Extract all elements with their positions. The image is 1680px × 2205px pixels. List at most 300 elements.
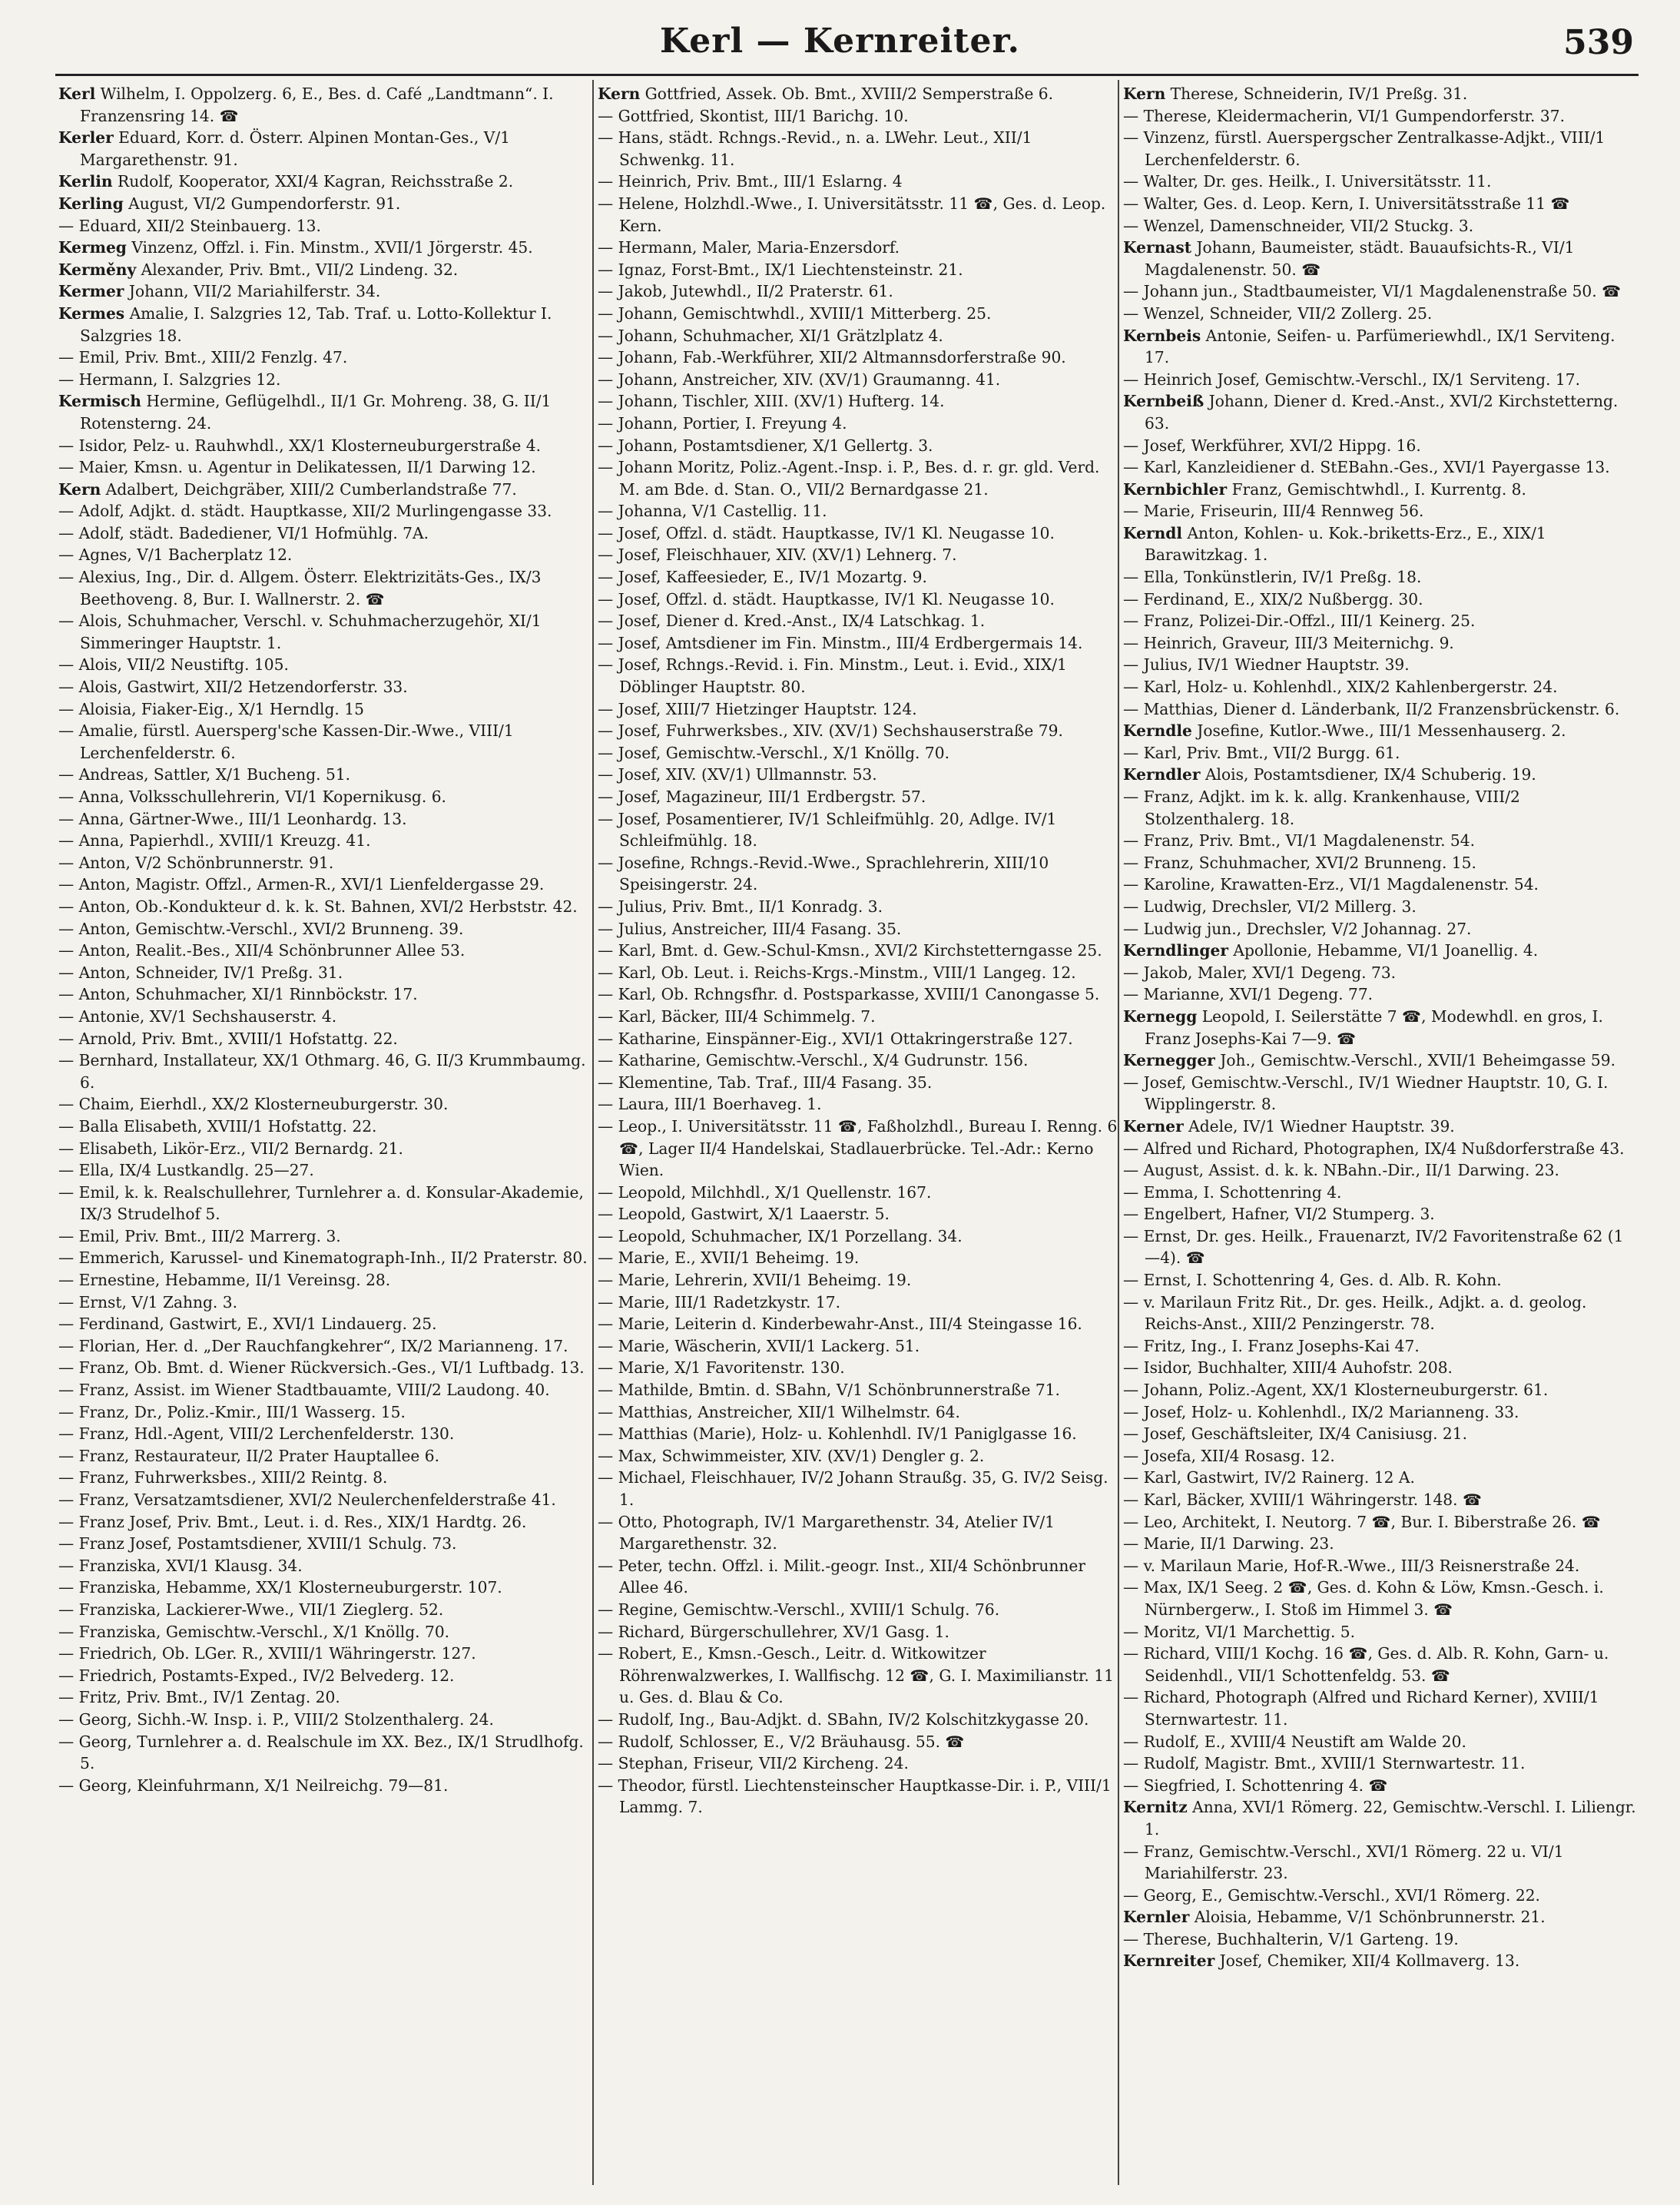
directory-entry bbox=[598, 764, 1120, 786]
entry-text: — Emmerich, Karussel- und Kinematograph-Inh., II/2 Praterstr. 80. bbox=[58, 1248, 588, 1268]
entry-surname: Kernreiter bbox=[1123, 1951, 1215, 1971]
entry-text: Leopold, I. Seilerstätte 7 ☎, Modewhdl. en gros, I. Franz Josephs-Kai 7—9. ☎ bbox=[1145, 1006, 1603, 1048]
entry-text: Adele, IV/1 Wiedner Hauptstr. 39. bbox=[1183, 1116, 1455, 1136]
entry-text: — Johanna, V/1 Castellig. 11. bbox=[598, 502, 827, 521]
entry-text: — Hermann, I. Salzgries 12. bbox=[58, 370, 281, 389]
directory-entry bbox=[1123, 720, 1638, 742]
entry-text: — Helene, Holzhdl.-Wwe., I. Universitätsstr. 11 ☎, Ges. d. Leop. Kern. bbox=[598, 194, 1106, 235]
directory-entry bbox=[598, 654, 1120, 698]
entry-text: — Anton, Realit.-Bes., XII/4 Schönbrunner Allee 53. bbox=[58, 941, 466, 960]
entry-surname: Kernbichler bbox=[1123, 479, 1228, 499]
directory-entry bbox=[58, 435, 588, 457]
entry-text: — Josef, Rchngs.-Revid. i. Fin. Minstm., Leut. i. Evid., XIX/1 Döblinger Hauptstr. 80. bbox=[598, 655, 1067, 697]
directory-entry bbox=[598, 500, 1120, 522]
directory-entry bbox=[58, 676, 588, 698]
entry-text: — Josef, Geschäftsleiter, IX/4 Canisiusg. 21. bbox=[1123, 1424, 1468, 1444]
entry-text: — Vinzenz, fürstl. Auerspergscher Zentralkasse-Adjkt., VIII/1 Lerchenfelderstr. 6. bbox=[1123, 128, 1605, 169]
entry-text: — Isidor, Pelz- u. Rauhwhdl., XX/1 Klosterneuburgerstraße 4. bbox=[58, 436, 542, 455]
entry-text: Amalie, I. Salzgries 12, Tab. Traf. u. Lotto-Kollektur I. Salzgries 18. bbox=[80, 303, 552, 345]
entry-text: — Marie, Wäscherin, XVII/1 Lackerg. 51. bbox=[598, 1336, 920, 1355]
entry-text: Johann, VII/2 Mariahilferstr. 34. bbox=[124, 282, 381, 301]
directory-entry bbox=[1123, 610, 1638, 632]
entry-text: — Ernst, I. Schottenring 4, Ges. d. Alb. R. Kohn. bbox=[1123, 1271, 1502, 1290]
directory-entry bbox=[1123, 742, 1638, 764]
entry-text: — Wenzel, Schneider, VII/2 Zollerg. 25. bbox=[1123, 303, 1433, 323]
directory-entry bbox=[598, 1116, 1120, 1182]
entry-surname: Kerndler bbox=[1123, 765, 1201, 784]
entry-text: — Jakob, Maler, XVI/1 Degeng. 73. bbox=[1123, 963, 1397, 982]
entry-text: — Franz, Schuhmacher, XVI/2 Brunneng. 15. bbox=[1123, 853, 1476, 872]
entry-text: — Josef, Offzl. d. städt. Hauptkasse, IV/1 Kl. Neugasse 10. bbox=[598, 589, 1055, 608]
entry-text: — Anton, Schuhmacher, XI/1 Rinnböckstr. 17. bbox=[58, 985, 418, 1004]
directory-entry bbox=[1123, 1643, 1638, 1686]
entry-text: — Anna, Papierhdl., XVIII/1 Kreuzg. 41. bbox=[58, 831, 371, 850]
directory-entry bbox=[598, 1269, 1120, 1292]
directory-entry bbox=[1123, 676, 1638, 698]
entry-text: Josefine, Kutlor.-Wwe., III/1 Messenhauserg. 2. bbox=[1191, 721, 1566, 741]
directory-entry bbox=[58, 1028, 588, 1050]
entry-text: — Adolf, Adjkt. d. städt. Hauptkasse, XII/2 Murlingengasse 33. bbox=[58, 502, 552, 521]
entry-text: Gottfried, Assek. Ob. Bmt., XVIII/2 Semperstraße 6. bbox=[640, 85, 1054, 103]
directory-entry bbox=[598, 1049, 1120, 1072]
entry-surname: Kerměny bbox=[58, 260, 137, 279]
entry-text: — Arnold, Priv. Bmt., XVIII/1 Hofstattg. 22. bbox=[58, 1029, 398, 1048]
entry-text: — Franz, Fuhrwerksbes., XIII/2 Reintg. 8. bbox=[58, 1468, 388, 1487]
directory-entry bbox=[598, 456, 1120, 500]
entry-text: — Ludwig, Drechsler, VI/2 Millerg. 3. bbox=[1123, 897, 1417, 916]
entry-text: — Georg, E., Gemischtw.-Verschl., XVI/1 Römerg. 22. bbox=[1123, 1885, 1540, 1905]
entry-text: Rudolf, Kooperator, XXI/4 Kagran, Reichsstraße 2. bbox=[112, 172, 514, 191]
directory-entry bbox=[598, 1313, 1120, 1335]
directory-entry bbox=[598, 610, 1120, 632]
directory-entry bbox=[58, 390, 588, 434]
entry-text: — August, Assist. d. k. k. NBahn.-Dir., II/1 Darwing. 23. bbox=[1123, 1161, 1559, 1180]
entry-text: — Franziska, Hebamme, XX/1 Klosterneuburgerstr. 107. bbox=[58, 1578, 502, 1597]
entry-text: — Josef, Diener d. Kred.-Anst., IX/4 Latschkag. 1. bbox=[598, 612, 986, 631]
entry-text: — Karl, Priv. Bmt., VII/2 Burgg. 61. bbox=[1123, 743, 1400, 762]
entry-text: — Johann, Portier, I. Freyung 4. bbox=[598, 413, 847, 433]
entry-text: — Ernestine, Hebamme, II/1 Vereinsg. 28. bbox=[58, 1271, 391, 1290]
entry-text: — Karl, Bäcker, III/4 Schimmelg. 7. bbox=[598, 1006, 876, 1026]
entry-text: — Ella, Tonkünstlerin, IV/1 Preßg. 18. bbox=[1123, 568, 1422, 587]
entry-text: — Alois, VII/2 Neustiftg. 105. bbox=[58, 655, 289, 675]
entry-text: — Leopold, Schuhmacher, IX/1 Porzellang. 34. bbox=[598, 1226, 963, 1245]
entry-text: — Moritz, VI/1 Marchettig. 5. bbox=[1123, 1622, 1356, 1641]
directory-entry bbox=[598, 1357, 1120, 1379]
directory-entry bbox=[1123, 1467, 1638, 1489]
directory-entry bbox=[1123, 1423, 1638, 1445]
page-title: Kerl — Kernreiter. bbox=[660, 22, 1020, 61]
directory-entry bbox=[58, 1357, 588, 1379]
directory-entry bbox=[1123, 435, 1638, 457]
directory-entry bbox=[58, 456, 588, 479]
entry-text: — Franziska, XVI/1 Klausg. 34. bbox=[58, 1556, 303, 1575]
directory-entry bbox=[1123, 632, 1638, 655]
entry-text: — Stephan, Friseur, VII/2 Kircheng. 24. bbox=[598, 1754, 909, 1773]
directory-entry bbox=[598, 259, 1120, 281]
entry-text: — Ferdinand, Gastwirt, E., XVI/1 Lindauerg. 25. bbox=[58, 1315, 437, 1334]
entry-text: — Leopold, Milchhdl., X/1 Quellenstr. 167. bbox=[598, 1182, 932, 1202]
directory-entry bbox=[58, 1643, 588, 1665]
directory-entry bbox=[58, 786, 588, 808]
entry-text: — Franz, Priv. Bmt., VI/1 Magdalenenstr. 54. bbox=[1123, 831, 1476, 850]
directory-entry bbox=[598, 1731, 1120, 1753]
entry-text: Alois, Postamtsdiener, IX/4 Schuberig. 19. bbox=[1200, 765, 1536, 784]
entry-text: Alexander, Priv. Bmt., VII/2 Lindeng. 32. bbox=[136, 260, 459, 279]
directory-entry bbox=[58, 544, 588, 566]
entry-text: — Ferdinand, E., XIX/2 Nußbergg. 30. bbox=[1123, 589, 1423, 608]
entry-text: — Ignaz, Forst-Bmt., IX/1 Liechtensteinstr. 21. bbox=[598, 260, 963, 279]
entry-text: — Alois, Schuhmacher, Verschl. v. Schuhmacherzugehör, XI/1 Simmeringer Hauptstr. 1. bbox=[58, 612, 542, 652]
directory-entry bbox=[58, 830, 588, 852]
entry-text: Eduard, Korr. d. Österr. Alpinen Montan-Ges., V/1 Margarethenstr. 91. bbox=[80, 128, 510, 169]
entry-text: — Marie, Lehrerin, XVII/1 Beheimg. 19. bbox=[598, 1271, 912, 1290]
entry-text: — Karoline, Krawatten-Erz., VI/1 Magdalenenstr. 54. bbox=[1123, 875, 1539, 894]
directory-entry bbox=[1123, 1555, 1638, 1577]
directory-entry bbox=[1123, 1906, 1638, 1928]
entry-surname: Kermeg bbox=[58, 238, 127, 257]
entry-text: Franz, Gemischtwhdl., I. Kurrentg. 8. bbox=[1227, 479, 1526, 499]
directory-entry bbox=[598, 369, 1120, 391]
directory-entry bbox=[1123, 566, 1638, 589]
entry-text: — Josefine, Rchngs.-Revid.-Wwe., Sprachlehrerin, XIII/10 Speisingerstr. 24. bbox=[598, 853, 1049, 894]
directory-entry bbox=[598, 896, 1120, 918]
entry-text: — Michael, Fleischhauer, IV/2 Johann Straußg. 35, G. IV/2 Seisg. 1. bbox=[598, 1468, 1108, 1509]
directory-entry bbox=[58, 1665, 588, 1687]
directory-entry bbox=[1123, 479, 1638, 501]
directory-entry bbox=[598, 346, 1120, 369]
directory-entry bbox=[598, 1028, 1120, 1050]
directory-entry bbox=[58, 808, 588, 831]
entry-text: — Agnes, V/1 Bacherplatz 12. bbox=[58, 545, 293, 565]
entry-surname: Kernler bbox=[1123, 1908, 1190, 1927]
entry-text: Josef, Chemiker, XII/4 Kollmaverg. 13. bbox=[1214, 1951, 1520, 1971]
directory-entry bbox=[1123, 1621, 1638, 1643]
entry-text: — Rudolf, Magistr. Bmt., XVIII/1 Sternwartestr. 11. bbox=[1123, 1754, 1526, 1773]
directory-entry bbox=[1123, 698, 1638, 721]
entry-text: — Friedrich, Postamts-Exped., IV/2 Belvederg. 12. bbox=[58, 1666, 455, 1685]
entry-text: — Georg, Sichh.-W. Insp. i. P., VIII/2 Stolzenthalerg. 24. bbox=[58, 1709, 494, 1729]
directory-entry bbox=[598, 83, 1120, 105]
directory-entry bbox=[598, 1467, 1120, 1510]
directory-entry bbox=[58, 1379, 588, 1401]
entry-text: — Josef, Fleischhauer, XIV. (XV/1) Lehnerg. 7. bbox=[598, 545, 957, 565]
entry-text: — Alfred und Richard, Photographen, IX/4 Nußdorferstraße 43. bbox=[1123, 1139, 1625, 1158]
entry-text: — Therese, Kleidermacherin, VI/1 Gumpendorferstr. 37. bbox=[1123, 106, 1565, 125]
directory-entry bbox=[58, 962, 588, 984]
entry-text: — v. Marilaun Marie, Hof-R.-Wwe., III/3 Reisnerstraße 24. bbox=[1123, 1556, 1580, 1575]
entry-surname: Kernbeiß bbox=[1123, 392, 1204, 411]
directory-entry bbox=[58, 874, 588, 896]
entry-text: — Josef, Gemischtw.-Verschl., IV/1 Wiedner Hauptstr. 10, G. I. Wipplingerstr. 8. bbox=[1123, 1073, 1609, 1114]
entry-text: Apollonie, Hebamme, VI/1 Joanellig. 4. bbox=[1228, 941, 1539, 960]
entry-text: — Leopold, Gastwirt, X/1 Laaerstr. 5. bbox=[598, 1205, 890, 1224]
entry-surname: Kernast bbox=[1123, 238, 1192, 257]
entry-text: — Marie, II/1 Darwing. 23. bbox=[1123, 1534, 1334, 1553]
directory-entry bbox=[1123, 1138, 1638, 1160]
entry-text: — Anna, Gärtner-Wwe., III/1 Leonhardg. 13. bbox=[58, 809, 407, 828]
directory-entry bbox=[58, 720, 588, 764]
directory-entry bbox=[58, 369, 588, 391]
entry-text: — Robert, E., Kmsn.-Gesch., Leitr. d. Witkowitzer Röhrenwalzwerkes, I. Wallfischg. 12 ☎, G. I. Maximilianstr. 11 u. Ges. d. Blau & Co. bbox=[598, 1644, 1114, 1707]
directory-entry bbox=[598, 1292, 1120, 1314]
entry-text: — Anton, Ob.-Kondukteur d. k. k. St. Bahnen, XVI/2 Herbststr. 42. bbox=[58, 897, 578, 916]
entry-text: — Josef, Kaffeesieder, E., IV/1 Mozartg. 9. bbox=[598, 568, 927, 587]
entry-text: — Johann, Poliz.-Agent, XX/1 Klosterneuburgerstr. 61. bbox=[1123, 1381, 1549, 1400]
column-1 bbox=[58, 83, 588, 2188]
entry-text: — Johann, Gemischtwhdl., XVIII/1 Mitterberg. 25. bbox=[598, 303, 992, 323]
entry-text: — Franziska, Gemischtw.-Verschl., X/1 Knöllg. 70. bbox=[58, 1622, 450, 1641]
entry-text: — Georg, Kleinfuhrmann, X/1 Neilreichg. 79—81. bbox=[58, 1776, 449, 1795]
entry-surname: Kermes bbox=[58, 303, 125, 323]
column-divider bbox=[592, 80, 594, 2185]
entry-text: — Josef, Holz- u. Kohlenhdl., IX/2 Marianneng. 33. bbox=[1123, 1402, 1519, 1421]
entry-text: — Balla Elisabeth, XVIII/1 Hofstattg. 22. bbox=[58, 1116, 377, 1136]
directory-entry bbox=[598, 1203, 1120, 1225]
directory-entry bbox=[1123, 940, 1638, 962]
directory-entry bbox=[58, 171, 588, 193]
directory-entry bbox=[58, 259, 588, 281]
entry-text: — Julius, Anstreicher, III/4 Fasang. 35. bbox=[598, 919, 902, 938]
entry-text: — Franz, Restaurateur, II/2 Prater Hauptallee 6. bbox=[58, 1446, 440, 1465]
directory-entry bbox=[598, 1379, 1120, 1401]
entry-text: — Alois, Gastwirt, XII/2 Hetzendorferstr. 33. bbox=[58, 678, 408, 697]
entry-text: — Marianne, XVI/1 Degeng. 77. bbox=[1123, 985, 1373, 1004]
entry-surname: Kernegg bbox=[1123, 1006, 1198, 1026]
directory-entry bbox=[58, 346, 588, 369]
entry-text: Hermine, Geflügelhdl., II/1 Gr. Mohreng. 38, G. II/1 Rotensterng. 24. bbox=[80, 392, 552, 433]
entry-text: — Adolf, städt. Badediener, VI/1 Hofmühlg. 7A. bbox=[58, 523, 429, 542]
directory-entry bbox=[58, 1335, 588, 1358]
directory-entry bbox=[58, 1445, 588, 1467]
entry-surname: Kerner bbox=[1123, 1116, 1184, 1136]
directory-entry bbox=[598, 522, 1120, 545]
entry-text: — Karl, Ob. Rchngsfhr. d. Postsparkasse, XVIII/1 Canongasse 5. bbox=[598, 985, 1100, 1004]
entry-surname: Kermisch bbox=[58, 392, 141, 411]
directory-entry bbox=[1123, 1686, 1638, 1730]
entry-text: — Klementine, Tab. Traf., III/4 Fasang. 35. bbox=[598, 1073, 933, 1092]
directory-entry bbox=[598, 983, 1120, 1006]
entry-text: — Anton, V/2 Schönbrunnerstr. 91. bbox=[58, 853, 334, 872]
directory-entry bbox=[1123, 1928, 1638, 1951]
entry-surname: Kerl bbox=[58, 85, 96, 103]
directory-entry bbox=[1123, 83, 1638, 105]
directory-entry bbox=[58, 764, 588, 786]
entry-text: — Julius, Priv. Bmt., II/1 Konradg. 3. bbox=[598, 897, 883, 916]
entry-text: — Mathilde, Bmtin. d. SBahn, V/1 Schönbrunnerstraße 71. bbox=[598, 1381, 1060, 1400]
directory-entry bbox=[1123, 215, 1638, 237]
directory-entry bbox=[598, 1599, 1120, 1621]
entry-text: — Anna, Volksschullehrerin, VI/1 Kopernikusg. 6. bbox=[58, 788, 446, 806]
directory-entry bbox=[1123, 369, 1638, 391]
entry-text: — Hermann, Maler, Maria-Enzersdorf. bbox=[598, 238, 900, 257]
entry-text: — Bernhard, Installateur, XX/1 Othmarg. 46, G. II/3 Krummbaumg. 6. bbox=[58, 1051, 586, 1092]
entry-surname: Kermer bbox=[58, 282, 124, 301]
directory-entry bbox=[1123, 1203, 1638, 1225]
entry-text: — Richard, VIII/1 Kochg. 16 ☎, Ges. d. Alb. R. Kohn, Garn- u. Seidenhdl., VII/1 Schottenfeldg. 53. ☎ bbox=[1123, 1644, 1609, 1685]
entry-text: — Franz, Assist. im Wiener Stadtbauamte, VIII/2 Laudong. 40. bbox=[58, 1381, 550, 1400]
entry-text: — Max, Schwimmeister, XIV. (XV/1) Dengler g. 2. bbox=[598, 1446, 985, 1465]
entry-text: — Gottfried, Skontist, III/1 Barichg. 10. bbox=[598, 106, 909, 125]
entry-text: — Theodor, fürstl. Liechtensteinscher Hauptkasse-Dir. i. P., VIII/1 Lammg. 7. bbox=[598, 1776, 1112, 1817]
entry-text: — Marie, X/1 Favoritenstr. 130. bbox=[598, 1358, 845, 1378]
entry-text: — Franz, Hdl.-Agent, VIII/2 Lerchenfelderstr. 130. bbox=[58, 1424, 455, 1444]
directory-entry bbox=[598, 742, 1120, 764]
directory-entry bbox=[1123, 1885, 1638, 1907]
entry-surname: Kerling bbox=[58, 194, 124, 213]
entry-text: — Franz Josef, Postamtsdiener, XVIII/1 Schulg. 73. bbox=[58, 1534, 457, 1553]
directory-entry bbox=[58, 918, 588, 940]
entry-text: August, VI/2 Gumpendorferstr. 91. bbox=[123, 194, 401, 213]
directory-entry bbox=[1123, 1401, 1638, 1424]
directory-entry bbox=[58, 1511, 588, 1534]
directory-entry bbox=[1123, 1950, 1638, 1972]
directory-entry bbox=[58, 237, 588, 259]
directory-entry bbox=[58, 280, 588, 303]
entry-text: — v. Marilaun Fritz Rit., Dr. ges. Heilk., Adjkt. a. d. geolog. Reichs-Anst., XIII/2 Penzingerstr. 78. bbox=[1123, 1292, 1587, 1334]
directory-entry bbox=[1123, 1335, 1638, 1358]
directory-entry bbox=[598, 1621, 1120, 1643]
entry-text: — Johann, Anstreicher, XIV. (XV/1) Graumanng. 41. bbox=[598, 370, 1001, 389]
directory-entry bbox=[1123, 1292, 1638, 1335]
directory-entry bbox=[1123, 874, 1638, 896]
entry-text: — Maier, Kmsn. u. Agentur in Delikatessen, II/1 Darwing 12. bbox=[58, 458, 536, 477]
entry-surname: Kerler bbox=[58, 128, 114, 148]
entry-text: — Siegfried, I. Schottenring 4. ☎ bbox=[1123, 1776, 1388, 1795]
directory-entry bbox=[1123, 1379, 1638, 1401]
directory-entry bbox=[58, 1401, 588, 1424]
entry-text: — Franz, Adjkt. im k. k. allg. Krankenhause, VIII/2 Stolzenthalerg. 18. bbox=[1123, 788, 1520, 828]
entry-text: — Matthias, Anstreicher, XII/1 Wilhelmstr. 64. bbox=[598, 1402, 960, 1421]
directory-entry bbox=[58, 1292, 588, 1314]
directory-entry bbox=[1123, 589, 1638, 611]
entry-text: — Ernst, V/1 Zahng. 3. bbox=[58, 1292, 238, 1311]
directory-entry bbox=[58, 1775, 588, 1797]
entry-text: — Josef, Magazineur, III/1 Erdbergstr. 57. bbox=[598, 788, 926, 806]
directory-entry bbox=[1123, 1577, 1638, 1620]
entry-text: — Therese, Buchhalterin, V/1 Garteng. 19. bbox=[1123, 1929, 1459, 1948]
directory-entry bbox=[58, 896, 588, 918]
entry-text: — Alexius, Ing., Dir. d. Allgem. Österr. Elektrizitäts-Ges., IX/3 Beethoveng. 8, Bur. I. Wallnerstr. 2. ☎ bbox=[58, 568, 542, 608]
directory-entry bbox=[598, 786, 1120, 808]
directory-entry bbox=[58, 83, 588, 127]
directory-entry bbox=[598, 325, 1120, 347]
directory-entry bbox=[58, 479, 588, 501]
directory-entry bbox=[58, 1423, 588, 1445]
entry-text: — Anton, Schneider, IV/1 Preßg. 31. bbox=[58, 963, 343, 982]
directory-entry bbox=[598, 1335, 1120, 1358]
directory-entry bbox=[1123, 500, 1638, 522]
directory-entry bbox=[58, 1686, 588, 1709]
entry-text: — Josef, Fuhrwerksbes., XIV. (XV/1) Sechshauserstraße 79. bbox=[598, 721, 1063, 741]
entry-text: — Johann, Tischler, XIII. (XV/1) Hufterg. 14. bbox=[598, 392, 945, 411]
directory-entry bbox=[1123, 896, 1638, 918]
entry-surname: Kerndl bbox=[1123, 523, 1183, 542]
directory-entry bbox=[1123, 764, 1638, 786]
directory-entry bbox=[1123, 1752, 1638, 1775]
entry-text: — Marie, III/1 Radetzkystr. 17. bbox=[598, 1292, 840, 1311]
entry-text: — Karl, Gastwirt, IV/2 Rainerg. 12 A. bbox=[1123, 1468, 1415, 1487]
entry-text: — Ludwig jun., Drechsler, V/2 Johannag. 27. bbox=[1123, 919, 1472, 938]
entry-text: — Julius, IV/1 Wiedner Hauptstr. 39. bbox=[1123, 655, 1410, 675]
directory-entry bbox=[598, 544, 1120, 566]
directory-entry bbox=[598, 1093, 1120, 1116]
entry-text: — Isidor, Buchhalter, XIII/4 Auhofstr. 208. bbox=[1123, 1358, 1453, 1378]
entry-text: — Josef, Gemischtw.-Verschl., X/1 Knöllg. 70. bbox=[598, 743, 949, 762]
directory-entry bbox=[598, 918, 1120, 940]
entry-text: — Walter, Ges. d. Leop. Kern, I. Universitätsstraße 11 ☎ bbox=[1123, 194, 1570, 213]
entry-text: — Matthias, Diener d. Länderbank, II/2 Franzensbrückenstr. 6. bbox=[1123, 699, 1620, 718]
entry-text: — Otto, Photograph, IV/1 Margarethenstr. 34, Atelier IV/1 Margarethenstr. 32. bbox=[598, 1512, 1055, 1553]
directory-entry bbox=[598, 1225, 1120, 1248]
entry-text: — Heinrich Josef, Gemischtw.-Verschl., IX/1 Serviteng. 17. bbox=[1123, 370, 1581, 389]
directory-entry bbox=[58, 1225, 588, 1248]
directory-entry bbox=[598, 720, 1120, 742]
entry-text: — Karl, Kanzleidiener d. StEBahn.-Ges., XVI/1 Payergasse 13. bbox=[1123, 458, 1610, 477]
directory-entry bbox=[598, 1423, 1120, 1445]
directory-entry bbox=[598, 280, 1120, 303]
entry-text: Antonie, Seifen- u. Parfümeriewhdl., IX/1 Serviteng. 17. bbox=[1145, 326, 1615, 367]
entry-text: — Johann, Postamtsdiener, X/1 Gellertg. 3. bbox=[598, 436, 933, 455]
entry-text: — Franziska, Lackierer-Wwe., VII/1 Zieglerg. 52. bbox=[58, 1600, 444, 1619]
entry-text: — Johann, Fab.-Werkführer, XII/2 Altmannsdorferstraße 90. bbox=[598, 348, 1066, 367]
entry-text: Anton, Kohlen- u. Kok.-briketts-Erz., E., XIX/1 Barawitzkag. 1. bbox=[1145, 523, 1546, 565]
entry-text: — Josef, XIII/7 Hietzinger Hauptstr. 124. bbox=[598, 699, 917, 718]
entry-text: — Engelbert, Hafner, VI/2 Stumperg. 3. bbox=[1123, 1205, 1435, 1224]
directory-entry bbox=[58, 1599, 588, 1621]
entry-text: — Josef, Werkführer, XVI/2 Hippg. 16. bbox=[1123, 436, 1421, 455]
entry-text: — Josef, Posamentierer, IV/1 Schleifmühlg. 20, Adlge. IV/1 Schleifmühlg. 18. bbox=[598, 809, 1057, 850]
directory-entry bbox=[58, 1621, 588, 1643]
entry-text: — Florian, Her. d. „Der Rauchfangkehrer“, IX/2 Marianneng. 17. bbox=[58, 1336, 568, 1355]
entry-text: — Richard, Bürgerschullehrer, XV/1 Gasg. 1. bbox=[598, 1622, 949, 1641]
entry-text: — Karl, Bäcker, XVIII/1 Währingerstr. 148. ☎ bbox=[1123, 1490, 1483, 1509]
entry-text: — Regine, Gemischtw.-Verschl., XVIII/1 Schulg. 76. bbox=[598, 1600, 1000, 1619]
entry-surname: Kern bbox=[598, 85, 641, 103]
directory-entry bbox=[598, 632, 1120, 655]
directory-entry bbox=[1123, 325, 1638, 369]
entry-text: — Karl, Ob. Leut. i. Reichs-Krgs.-Minstm., VIII/1 Langeg. 12. bbox=[598, 963, 1076, 982]
directory-entry bbox=[1123, 1489, 1638, 1511]
directory-entry bbox=[58, 303, 588, 346]
directory-entry bbox=[598, 1445, 1120, 1467]
column-3 bbox=[1123, 83, 1638, 2188]
directory-entry bbox=[58, 1049, 588, 1093]
directory-entry bbox=[598, 303, 1120, 325]
directory-entry bbox=[1123, 1775, 1638, 1797]
directory-entry bbox=[58, 1313, 588, 1335]
directory-entry bbox=[1123, 962, 1638, 984]
directory-entry bbox=[598, 1072, 1120, 1094]
entry-surname: Kerndlinger bbox=[1123, 941, 1228, 960]
entry-text: — Emil, Priv. Bmt., III/2 Marrerg. 3. bbox=[58, 1226, 341, 1245]
directory-entry bbox=[598, 390, 1120, 413]
entry-text: — Laura, III/1 Boerhaveg. 1. bbox=[598, 1095, 822, 1114]
directory-entry bbox=[58, 1489, 588, 1511]
directory-entry bbox=[1123, 1533, 1638, 1555]
entry-text: — Wenzel, Damenschneider, VII/2 Stuckg. 3. bbox=[1123, 216, 1474, 235]
directory-entry bbox=[1123, 1796, 1638, 1840]
entry-text: Johann, Diener d. Kred.-Anst., XVI/2 Kirchstetterng. 63. bbox=[1145, 392, 1619, 433]
directory-entry bbox=[1123, 456, 1638, 479]
entry-text: — Elisabeth, Likör-Erz., VII/2 Bernardg. 21. bbox=[58, 1139, 403, 1158]
directory-entry bbox=[598, 962, 1120, 984]
directory-entry bbox=[1123, 1182, 1638, 1204]
entry-text: — Peter, techn. Offzl. i. Milit.-geogr. Inst., XII/4 Schönbrunner Allee 46. bbox=[598, 1556, 1086, 1597]
directory-entry bbox=[598, 1401, 1120, 1424]
directory-entry bbox=[598, 589, 1120, 611]
entry-text: — Heinrich, Graveur, III/3 Meiternichg. 9. bbox=[1123, 633, 1454, 652]
